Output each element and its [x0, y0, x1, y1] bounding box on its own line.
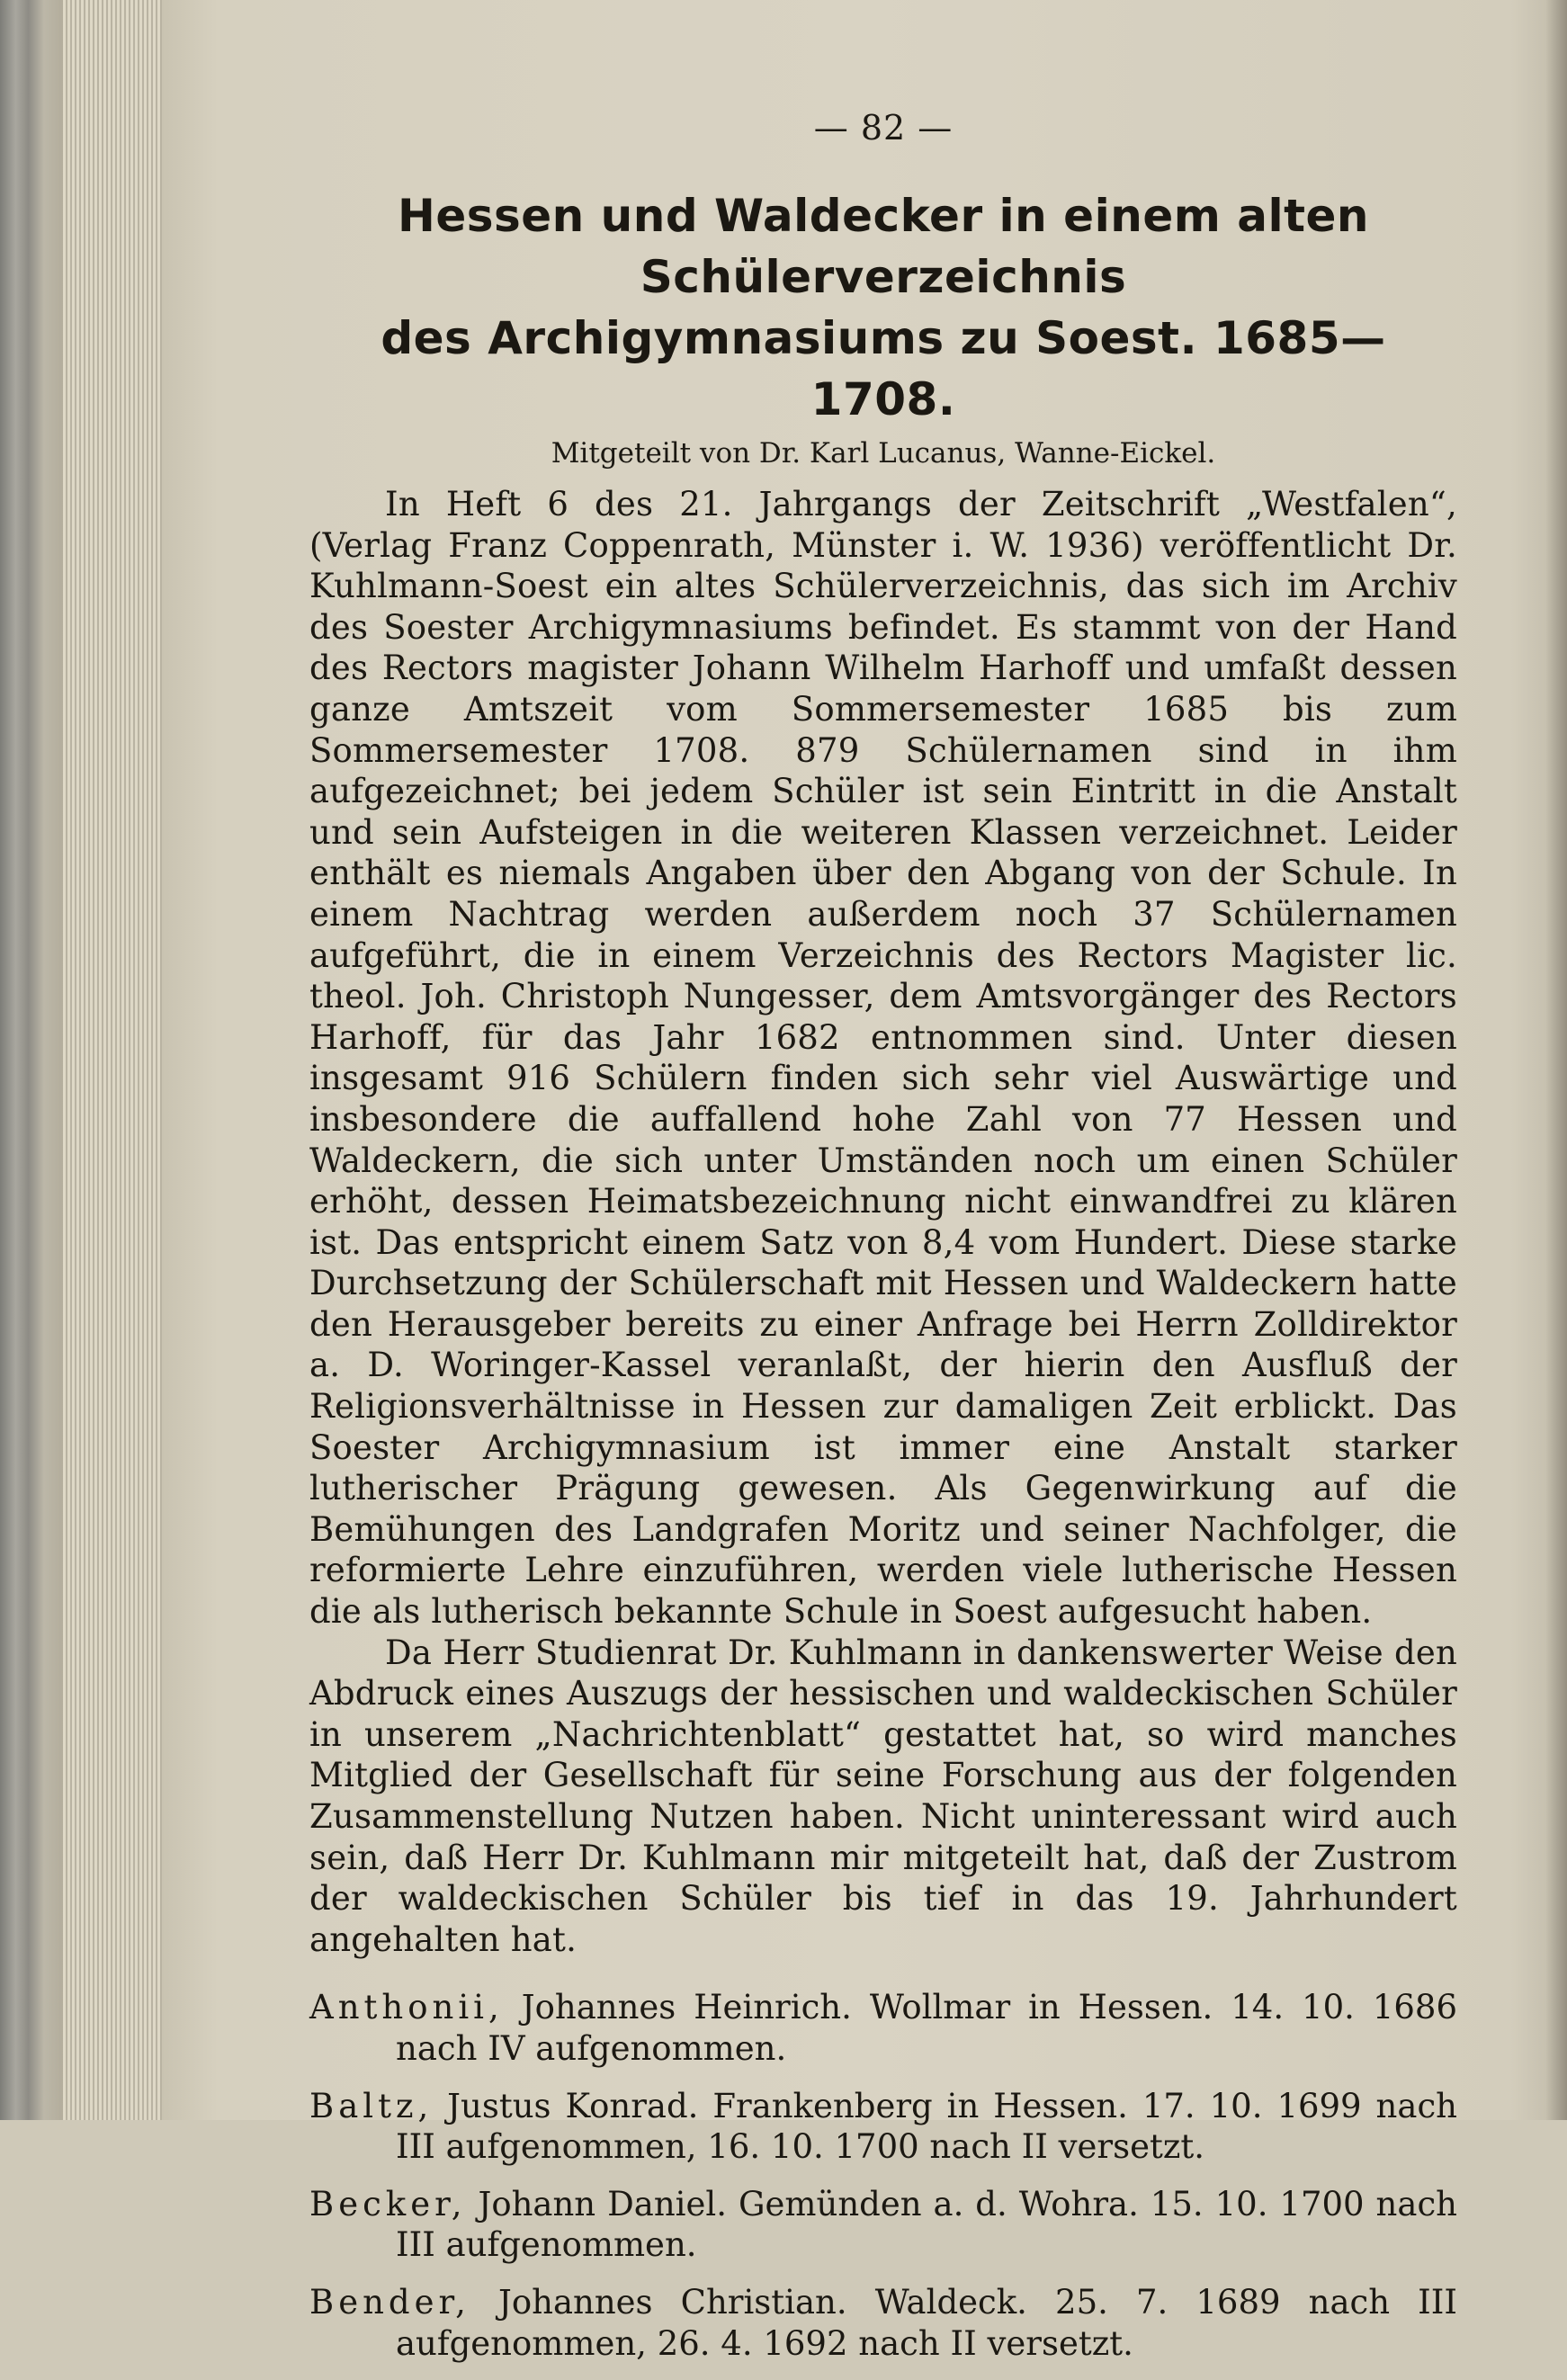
paragraph-2: Da Herr Studienrat Dr. Kuhlmann in dankenswerter Weise den Abdruck eines Auszugs der hessischen und waldeckischen Schüler in unserem „Nachrichtenblatt“ gestattet hat, so wird manches Mitglied der Gesellschaft für seine Forschung aus der folgenden Zusammenstellung Nutzen haben. Nicht uninteressant wird auch sein, daß Herr Dr. Kuhlmann mir mitgeteilt hat, daß der Zustrom der waldeckischen Schüler bis tief in das 19. Jahrhundert angehalten hat. — [309, 1633, 1457, 1959]
entry-surname: Anthonii, — [309, 1988, 504, 2027]
article-title-line-1: Hessen und Waldecker in einem alten Schülerverzeichnis — [397, 190, 1370, 303]
page-number: — 82 — — [813, 108, 954, 148]
entry-surname: Baltz, — [309, 2086, 434, 2125]
article-title-line-2: des Archigymnasiums zu Soest. 1685—1708. — [381, 312, 1386, 425]
entry-surname: Bender, — [309, 2282, 470, 2322]
list-item — [309, 1987, 1457, 2069]
page-content — [309, 108, 1457, 2380]
book-binding — [0, 0, 63, 2120]
list-item — [309, 2184, 1457, 2266]
list-item — [309, 2086, 1457, 2168]
entry-text: Johannes Heinrich. Wollmar in Hessen. 14. 10. 1686 nach IV aufgenommen. — [396, 1988, 1457, 2068]
paragraph-1: In Heft 6 des 21. Jahrgangs der Zeitschrift „Westfalen“, (Verlag Franz Coppenrath, Münster i. W. 1936) veröffentlicht Dr. Kuhlmann-Soest ein altes Schülerverzeichnis, das sich im Archiv des Soester Archigymnasiums befindet. Es stammt von der Hand des Rectors magister Johann Wilhelm Harhoff und umfaßt dessen ganze Amtszeit vom Sommersemester 1685 bis zum Sommersemester 1708. 879 Schülernamen sind in ihm aufgezeichnet; bei jedem Schüler ist sein Eintritt in die Anstalt und sein Aufsteigen in die weiteren Klassen verzeichnet. Leider enthält es niemals Angaben über den Abgang von der Schule. In einem Nachtrag werden außerdem noch 37 Schülernamen aufgeführt, die in einem Verzeichnis des Rectors Magister lic. theol. Joh. Christoph Nungesser, dem Amtsvorgänger des Rectors Harhoff, für das Jahr 1682 entnommen sind. Unter diesen insgesamt 916 Schülern finden sich sehr viel Auswärtige und insbesondere die auffallend hohe Zahl von 77 Hessen und Waldeckern, die sich unter Umständen noch um einen Schüler erhöht, dessen Heimatsbezeichnung nicht einwandfrei zu klären ist. Das entspricht einem Satz von 8,4 vom Hundert. Diese starke Durchsetzung der Schülerschaft mit Hessen und Waldeckern hatte den Herausgeber bereits zu einer Anfrage bei Herrn Zolldirektor a. D. Woringer-Kassel veranlaßt, der hierin den Ausfluß der Religionsverhältnisse in Hessen zur damaligen Zeit erblickt. Das Soester Archigymnasium ist immer eine Anstalt starker lutherischer Prägung gewesen. Als Gegenwirkung auf die Bemühungen des Landgrafen Moritz und seiner Nachfolger, die reformierte Lehre einzuführen, werden viele lutherische Hessen die als lutherisch bekannte Schule in Soest aufgesucht haben. — [309, 485, 1457, 1632]
student-list — [309, 1987, 1457, 2364]
entry-text: Johannes Christian. Waldeck. 25. 7. 1689 nach III aufgenommen, 26. 4. 1692 nach II versetzt. — [396, 2282, 1458, 2363]
byline: Mitgeteilt von Dr. Karl Lucanus, Wanne-Eickel. — [551, 437, 1216, 470]
entry-text: Johann Daniel. Gemünden a. d. Wohra. 15. 10. 1700 nach III aufgenommen. — [396, 2184, 1457, 2265]
page-shadow — [1545, 0, 1567, 2120]
entry-surname: Becker, — [309, 2184, 467, 2223]
page-stack-edges — [63, 0, 162, 2120]
list-item — [309, 2282, 1457, 2364]
entry-text: Justus Konrad. Frankenberg in Hessen. 17. 10. 1699 nach III aufgenommen, 16. 10. 1700 nach II versetzt. — [396, 2086, 1457, 2167]
